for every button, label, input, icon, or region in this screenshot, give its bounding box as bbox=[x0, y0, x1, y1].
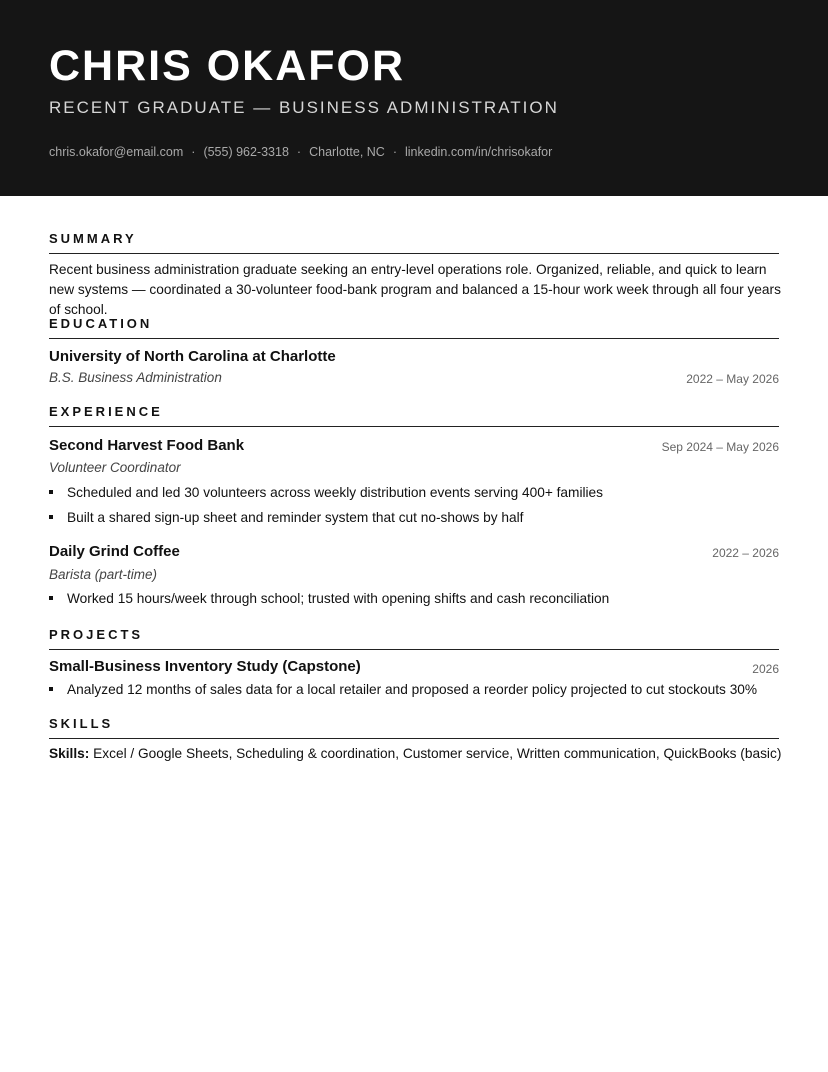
contact-email: chris.okafor@email.com bbox=[49, 145, 184, 159]
bullet-marker bbox=[49, 596, 53, 600]
section-title-experience: EXPERIENCE bbox=[49, 404, 779, 427]
bullet-marker bbox=[49, 515, 53, 519]
project-date: 2026 bbox=[752, 662, 779, 676]
contact-separator: · bbox=[191, 145, 196, 159]
contact-line bbox=[49, 144, 552, 160]
education-degree: B.S. Business Administration bbox=[49, 370, 222, 385]
resume-header bbox=[0, 0, 828, 196]
job-role: Barista (part-time) bbox=[49, 567, 158, 582]
project-bullet bbox=[49, 681, 757, 699]
job-bullet bbox=[49, 509, 524, 527]
contact-separator: · bbox=[296, 145, 302, 159]
job-bullet bbox=[49, 590, 609, 608]
job-bullet-text: Built a shared sign-up sheet and reminder system that cut no-shows by half bbox=[67, 510, 524, 525]
project-bullet-text: Analyzed 12 months of sales data for a local retailer and proposed a reorder policy projected to cut stockouts 30% bbox=[67, 682, 758, 697]
skills-text: Excel / Google Sheets, Scheduling & coordination, Customer service, Written communication, QuickBooks (basic) bbox=[93, 746, 782, 761]
job-bullet-text: Scheduled and led 30 volunteers across weekly distribution events serving 400+ families bbox=[67, 485, 604, 500]
job-bullet-text: Worked 15 hours/week through school; trusted with opening shifts and cash reconciliation bbox=[67, 591, 610, 606]
skills-line bbox=[49, 745, 781, 763]
job-role: Volunteer Coordinator bbox=[49, 460, 181, 475]
section-title-projects: PROJECTS bbox=[49, 627, 779, 650]
bullet-marker bbox=[49, 687, 53, 691]
job-org: Daily Grind Coffee bbox=[49, 543, 180, 560]
job-bullet bbox=[49, 484, 603, 502]
contact-phone: (555) 962-3318 bbox=[203, 145, 289, 159]
section-title-skills: SKILLS bbox=[49, 716, 779, 739]
contact-linkedin: linkedin.com/in/chrisokafor bbox=[405, 145, 553, 159]
bullet-marker bbox=[49, 490, 53, 494]
section-title-summary: SUMMARY bbox=[49, 231, 779, 254]
skills-label: Skills: bbox=[49, 746, 90, 761]
contact-separator: · bbox=[392, 145, 397, 159]
education-school: University of North Carolina at Charlotte bbox=[49, 348, 336, 365]
job-org: Second Harvest Food Bank bbox=[49, 437, 245, 454]
education-dates: 2022 – May 2026 bbox=[686, 372, 779, 386]
section-title-education: EDUCATION bbox=[49, 316, 779, 339]
candidate-tagline: RECENT GRADUATE — BUSINESS ADMINISTRATION bbox=[49, 98, 559, 117]
contact-location: Charlotte, NC bbox=[309, 145, 385, 159]
job-dates: Sep 2024 – May 2026 bbox=[661, 440, 779, 454]
summary-text: Recent business administration graduate seeking an entry-level operations role. Organized, reliable, and quick to learn new systems — coordinated a 30-volunteer food-bank program and balanced a 15-hour work week through all four years of school. bbox=[49, 262, 781, 317]
project-name: Small-Business Inventory Study (Capstone) bbox=[49, 658, 361, 675]
candidate-name: CHRIS OKAFOR bbox=[49, 42, 406, 90]
job-dates: 2022 – 2026 bbox=[712, 546, 779, 560]
